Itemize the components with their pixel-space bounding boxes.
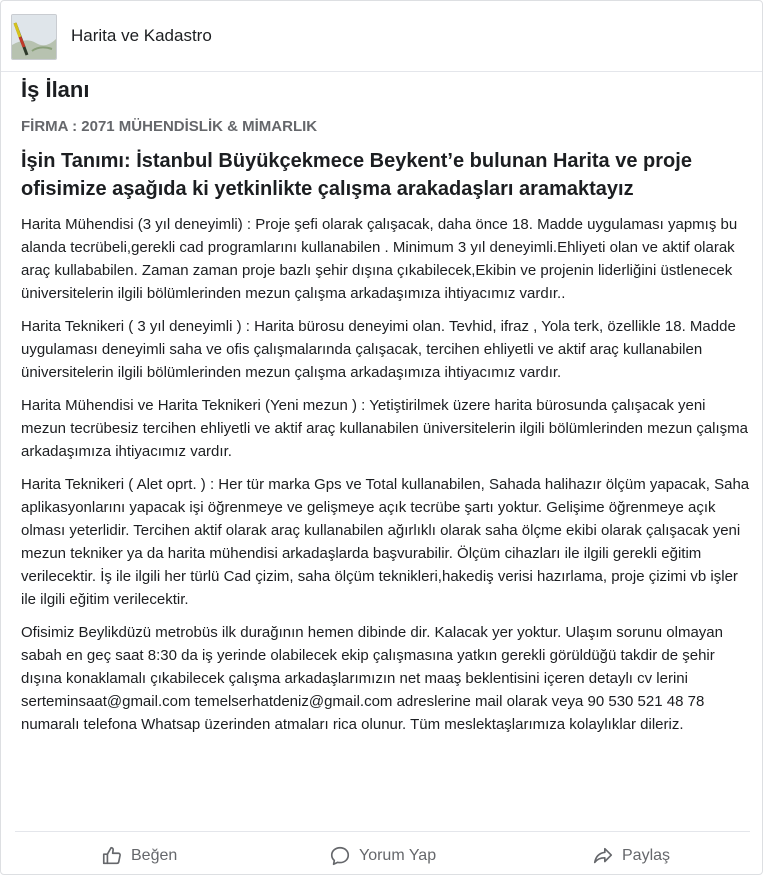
firm-name: FİRMA : 2071 MÜHENDİSLİK & MİMARLIK <box>21 118 318 135</box>
post-content <box>21 75 751 736</box>
share-arrow-icon <box>592 845 614 867</box>
like-button[interactable] <box>101 844 177 868</box>
paragraph-instrument-operator: Harita Teknikeri ( Alet oprt. ) : Her tür marka Gps ve Total kullanabilen, Sahada halihazır ölçüm yapacak, Saha aplikasyonlarını yapacak işi öğrenmeye ve gelişmeye açık tecrübe şartı yoktur. Gelişime öğrenmeye açık olması yeterlidir. Tercihen aktif olarak araç kullanabilen ağırlıklı olarak saha ölçme ekibi olarak çalışacak yeni mezun tekniker ya da harita mühendisi arkadaşlarda başvurabilir. Ölçüm cihazları ile ilgili gerekli eğitim verilecektir. İş ile ilgili her türlü Cad çizim, saha ölçüm teknikleri,hakediş verisi hazırlama, proje çizimi vb işler ile ilgili eğitim verilecektir. <box>21 476 750 608</box>
comment-button[interactable] <box>329 844 436 868</box>
speech-bubble-icon <box>329 845 351 867</box>
post-header <box>1 1 762 72</box>
paragraph-new-graduate: Harita Mühendisi ve Harita Teknikeri (Yeni mezun ) : Yetiştirilmek üzere harita bürosunda çalışacak yeni mezun tecrübesiz tercihen ehliyetli ve aktif araç kullanabilen üniversitelerin ilgili bölümlerinden mezun çalışma arkadaşımıza ihtiyacımız vardır. <box>21 397 749 460</box>
job-heading: İşin Tanımı: İstanbul Büyükçekmece Beykent’e bulunan Harita ve proje ofisimize aşağıda ki yetkinlikte çalışma arakadaşları aramaktayız <box>21 150 692 200</box>
paragraph-survey-technician: Harita Teknikeri ( 3 yıl deneyimli ) : Harita bürosu deneyimi olan. Tevhid, ifraz , Yola terk, özellikle 18. Madde uygulaması deneyimli saha ve ofis çalışmalarında çalışacak, tercihen ehliyetli ve aktif araç kullanabilen üniversitelerin ilgili bölümlerinden mezun çalışma arkadaşımıza ihtiyacımız vardır. <box>21 318 736 381</box>
post-title: İş İlanı <box>21 77 90 102</box>
paragraph-office-contact: Ofisimiz Beylikdüzü metrobüs ilk durağının hemen dibinde dir. Kalacak yer yoktur. Ulaşım sorunu olmayan sabah en geç saat 8:30 da iş yerinde olabilecek ekip çalışmasına yatkın gerekli görüldüğü takdir de şehir dışına konaklamalı çıkabilecek çalışma arkadaşlarımızın net maaş beklentisini içeren detaylı cv lerini serteminsaat@gmail.com temelserhatdeniz@gmail.com adreslerine mail olarak veya 90 530 521 48 78 numaralı telefona Whatsap üzerinden atmaları rica olunur. Tüm meslektaşlarımıza kolaylıklar dileriz. <box>21 624 723 733</box>
share-label: Paylaş <box>622 847 671 864</box>
thumbs-up-icon <box>101 845 123 867</box>
page-name[interactable]: Harita ve Kadastro <box>71 26 212 45</box>
post-action-bar <box>15 831 750 876</box>
share-button[interactable] <box>592 844 670 868</box>
comment-label: Yorum Yap <box>359 847 437 864</box>
page-avatar[interactable] <box>11 14 57 60</box>
paragraph-survey-engineer: Harita Mühendisi (3 yıl deneyimli) : Proje şefi olarak çalışacak, daha önce 18. Madde uygulaması yapmış bu alanda tecrübeli,gerekli cad programlarını kullanabilen . Minimum 3 yıl deneyimli.Ehliyeti olan ve aktif olarak araç kullababilen. Zaman zaman proje bazlı şehir dışına çıkabilecek,Ekibin ve projenin liderliğini üstlenecek üniversitelerin ilgili bölümlerinden mezun çalışma arkadaşımıza ihtiyacımız vardır.. <box>21 216 738 302</box>
like-label: Beğen <box>131 847 178 864</box>
